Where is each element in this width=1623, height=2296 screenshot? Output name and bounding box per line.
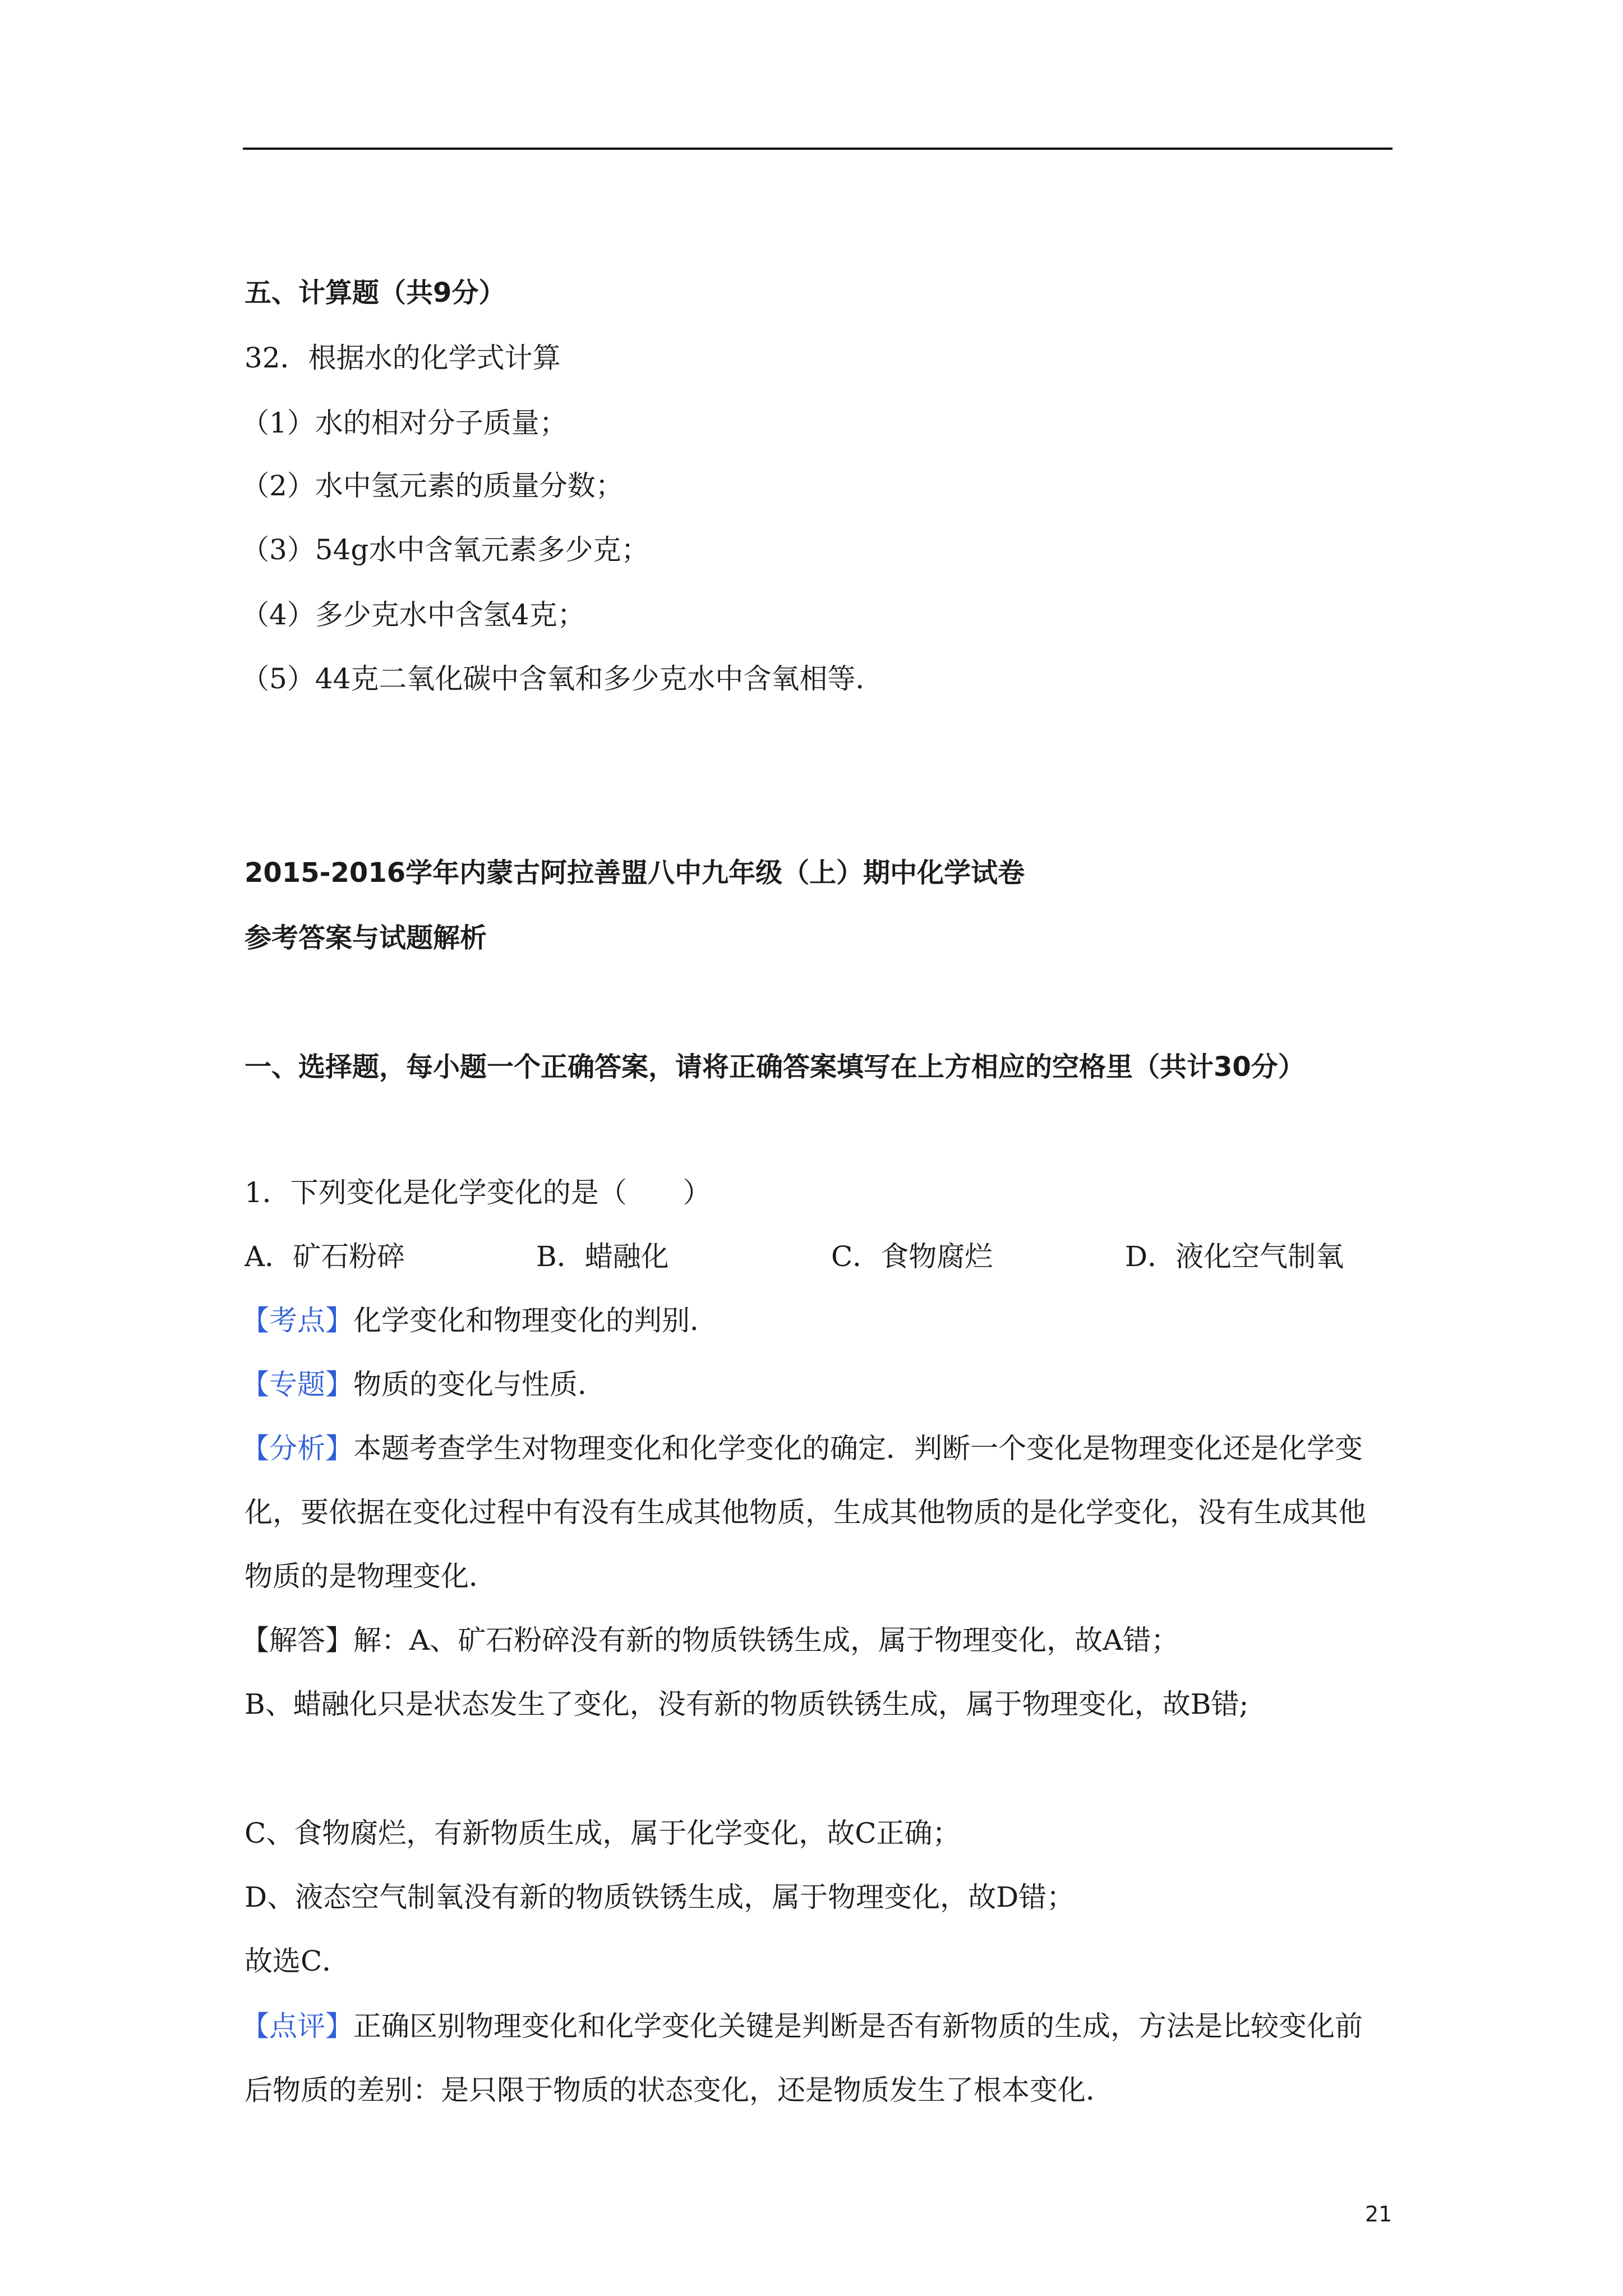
question-1-choices	[245, 1240, 1394, 1273]
fenxi-line-3: 物质的是物理变化．	[245, 1560, 497, 1593]
question-32-item-1: （1）水的相对分子质量；	[241, 407, 568, 439]
question-32-item-2: （2）水中氢元素的质量分数；	[241, 470, 624, 502]
choice-b: B．蜡融化	[536, 1240, 669, 1273]
answer-subtitle: 参考答案与试题解析	[245, 922, 487, 954]
choice-d: D．液化空气制氧	[1125, 1240, 1344, 1273]
fenxi-tag: 【分析】	[241, 1432, 353, 1465]
section1-title: 一、选择题，每小题一个正确答案，请将正确答案填写在上方相应的空格里（共计30分）	[245, 1051, 1305, 1083]
jieda-line-4: D、液态空气制氧没有新的物质铁锈生成，属于物理变化，故D错；	[245, 1881, 1075, 1913]
dianping-line-2: 后物质的差别：是只限于物质的状态变化，还是物质发生了根本变化．	[245, 2074, 1114, 2106]
kaodian-tag: 【考点】	[241, 1304, 353, 1337]
jieda-line-3: C、食物腐烂，有新物质生成，属于化学变化，故C正确；	[245, 1817, 961, 1849]
fenxi-line-1	[241, 1432, 1363, 1465]
question-32-item-5: （5）44克二氧化碳中含氧和多少克水中含氧相等．	[241, 662, 884, 695]
answer-title: 2015-2016学年内蒙古阿拉善盟八中九年级（上）期中化学试卷	[245, 857, 1025, 889]
dianping-text-1: 正确区别物理变化和化学变化关键是判断是否有新物质的生成，方法是比较变化前	[353, 2010, 1363, 2042]
kaodian-text: 化学变化和物理变化的判别．	[353, 1304, 718, 1337]
jieda-line-1	[241, 1623, 1179, 1657]
section5-title: 五、计算题（共9分）	[245, 277, 506, 309]
dianping-tag: 【点评】	[241, 2010, 353, 2042]
fenxi-text-1: 本题考查学生对物理变化和化学变化的确定．判断一个变化是物理变化还是化学变	[353, 1432, 1363, 1465]
kaodian-line	[241, 1304, 718, 1337]
header-rule	[243, 148, 1393, 150]
choice-c: C．食物腐烂	[831, 1240, 993, 1273]
question-32-item-4: （4）多少克水中含氢4克；	[241, 599, 585, 631]
jieda-line-5: 故选C．	[245, 1945, 351, 1977]
question-1-stem: 1．下列变化是化学变化的是（ ）	[245, 1176, 711, 1209]
choice-a: A．矿石粉碎	[245, 1240, 405, 1273]
zhuanti-tag: 【专题】	[241, 1368, 353, 1401]
dianping-line-1	[241, 2009, 1363, 2043]
page-number: 21	[1365, 2202, 1393, 2226]
fenxi-line-2: 化，要依据在变化过程中有没有生成其他物质，生成其他物质的是化学变化，没有生成其他	[245, 1496, 1366, 1529]
jieda-text-1: 解：A、矿石粉碎没有新的物质铁锈生成，属于物理变化，故A错；	[353, 1624, 1179, 1657]
zhuanti-line	[241, 1368, 606, 1401]
jieda-line-2: B、蜡融化只是状态发生了变化，没有新的物质铁锈生成，属于物理变化，故B错;	[245, 1688, 1249, 1720]
jieda-tag: 【解答】	[241, 1624, 353, 1657]
question-32-stem: 32．根据水的化学式计算	[245, 342, 561, 374]
question-32-item-3: （3）54g水中含氧元素多少克；	[241, 533, 649, 566]
zhuanti-text: 物质的变化与性质．	[353, 1368, 606, 1401]
